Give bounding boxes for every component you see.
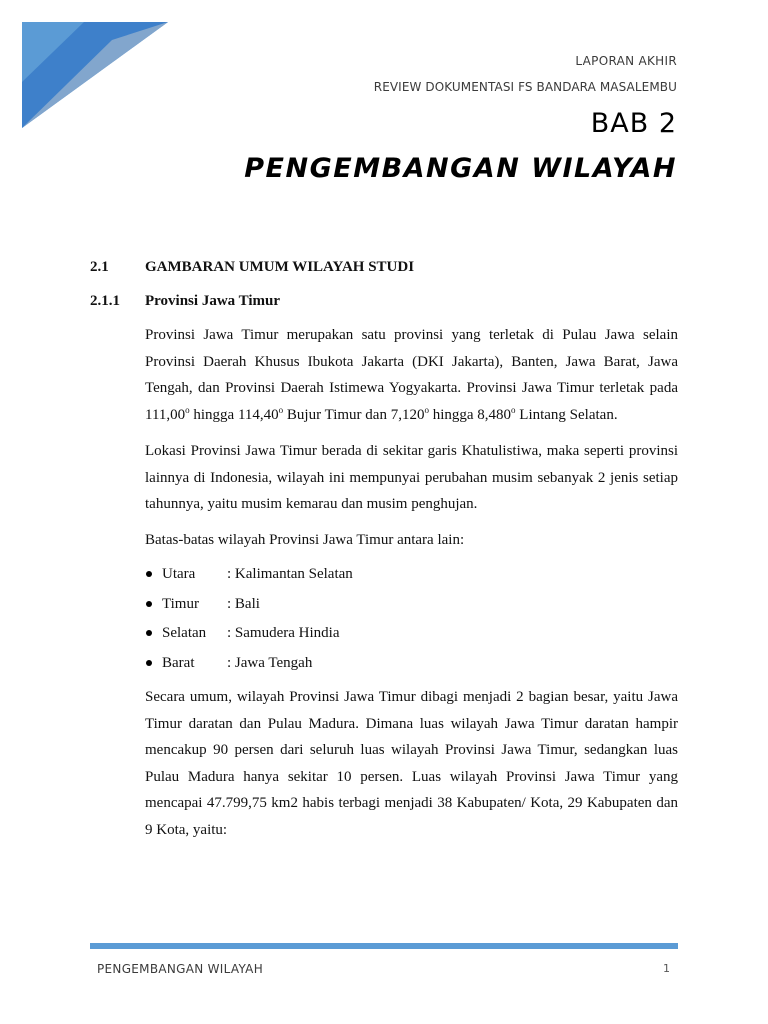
subsection-title: Provinsi Jawa Timur <box>145 293 281 309</box>
borders-list <box>145 562 353 680</box>
footer-title: PENGEMBANGAN WILAYAH <box>97 962 264 976</box>
report-type: LAPORAN AKHIR <box>575 54 677 68</box>
page-number: 1 <box>663 962 670 975</box>
subsection-number: 2.1.1 <box>90 293 120 309</box>
bullet-icon <box>146 571 152 577</box>
chapter-title: PENGEMBANGAN WILAYAH <box>244 153 677 184</box>
list-item: Utara : Kalimantan Selatan <box>145 562 353 592</box>
corner-decoration <box>22 22 168 128</box>
bullet-icon <box>146 601 152 607</box>
paragraph-climate: Lokasi Provinsi Jawa Timur berada di sekitar garis Khatulistiwa, maka seperti provinsi lainnya di Indonesia, wilayah ini mempunyai perubahan musim sebanyak 2 jenis setiap tahunnya, yaitu musim kemarau dan musim penghujan. <box>145 443 678 512</box>
list-item: Selatan : Samudera Hindia <box>145 621 353 651</box>
list-item: Timur : Bali <box>145 592 353 622</box>
footer-rule <box>90 943 678 949</box>
section-title: GAMBARAN UMUM WILAYAH STUDI <box>145 259 415 275</box>
paragraph-borders-intro: Batas-batas wilayah Provinsi Jawa Timur antara lain: <box>145 532 465 548</box>
report-subtitle: REVIEW DOKUMENTASI FS BANDARA MASALEMBU <box>373 80 677 94</box>
section-number: 2.1 <box>90 259 109 275</box>
bullet-icon <box>146 660 152 666</box>
paragraph-location: Provinsi Jawa Timur merupakan satu provinsi yang terletak di Pulau Jawa selain Provinsi Daerah Khusus Ibukota Jakarta (DKI Jakarta), Banten, Jawa Barat, Jawa Tengah, dan Provinsi Daerah Istimewa Yogyakarta. Provinsi Jawa Timur terletak pada 111,00$^o$ hingga 114,40$^o$ Bujur Timur dan 7,120$^o$ hingga 8,480$^o$ Lintang Selatan. <box>145 327 678 423</box>
paragraph-area: Secara umum, wilayah Provinsi Jawa Timur dibagi menjadi 2 bagian besar, yaitu Jawa Timur daratan dan Pulau Madura. Dimana luas wilayah Jawa Timur daratan hampir mencakup 90 persen dari seluruh luas wilayah Provinsi Jawa Timur, sedangkan luas Pulau Madura hanya sekitar 10 persen. Luas wilayah Provinsi Jawa Timur yang mencapai 47.799,75 km2 habis terbagi menjadi 38 Kabupaten/ Kota, 29 Kabupaten dan 9 Kota, yaitu: <box>145 689 678 838</box>
bullet-icon <box>146 630 152 636</box>
list-item: Barat : Jawa Tengah <box>145 651 353 681</box>
chapter-number: BAB 2 <box>590 108 677 139</box>
